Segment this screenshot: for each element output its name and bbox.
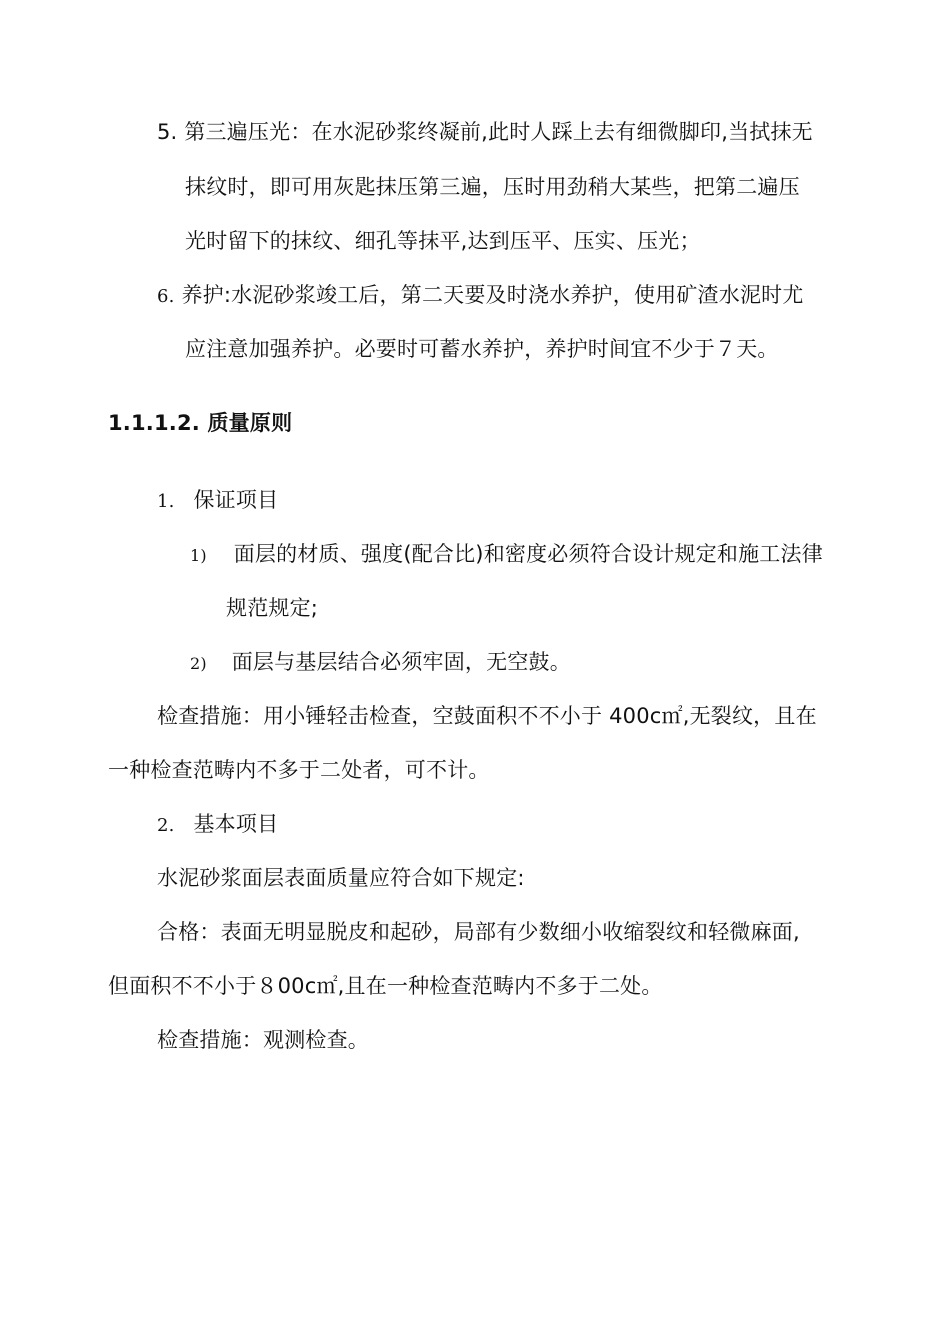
item-6-line-2: 应注意加强养护。必要时可蓄水养护，养护时间宜不少于７天。 [185,337,779,361]
basic-number: 2. [157,815,175,836]
item-5-line-3: 光时留下的抹纹、细孔等抹平,达到压平、压实、压光； [185,229,701,253]
guarantee-title-line [157,486,278,516]
item-5-text-1: 第三遍压光：在水泥砂浆终凝前,此时人踩上去有细微脚印,当拭抹无 [184,120,813,144]
sub-1-text-1: 面层的材质、强度(配合比)和密度必须符合设计规定和施工法律 [233,542,823,566]
basic-requirement: 水泥砂浆面层表面质量应符合如下规定: [157,866,525,890]
item-6-line-1 [157,281,804,311]
item-6-text-1: 养护:水泥砂浆竣工后，第二天要及时浇水养护，使用矿渣水泥时尤 [181,283,804,307]
guarantee-number: 1. [157,491,175,512]
check-1-line-1: 检查措施：用小锤轻击检查，空鼓面积不不小于 400c㎡,无裂纹，且在 [157,704,817,728]
sub-2-text: 面层与基层结合必须牢固，无空鼓。 [231,650,571,674]
sub-1-line-2: 规范规定; [226,596,319,620]
basic-title-line [157,810,278,840]
item-6-number: 6. [157,286,175,307]
item-5-line-2: 抹纹时，即可用灰匙抹压第三遍，压时用劲稍大某些，把第二遍压 [185,175,800,199]
guarantee-title: 保证项目 [193,488,279,512]
sub-1-line-1 [190,540,823,570]
section-heading: 1.1.1.2. 质量原则 [108,411,293,435]
basic-title: 基本项目 [193,812,279,836]
check-1-line-2: 一种检查范畴内不多于二处者，可不计。 [108,758,490,782]
basic-pass-line-2: 但面积不不小于８00c㎡,且在一种检查范畴内不多于二处。 [108,974,663,998]
basic-pass-line-1: 合格：表面无明显脱皮和起砂，局部有少数细小收缩裂纹和轻微麻面, [157,920,800,944]
sub-1-number: 1) [190,546,207,565]
basic-check: 检查措施：观测检查。 [157,1028,369,1052]
sub-2-number: 2) [190,654,207,673]
item-5-number: 5. [157,120,178,144]
sub-2-line [190,648,571,678]
item-5-line-1 [157,118,813,146]
